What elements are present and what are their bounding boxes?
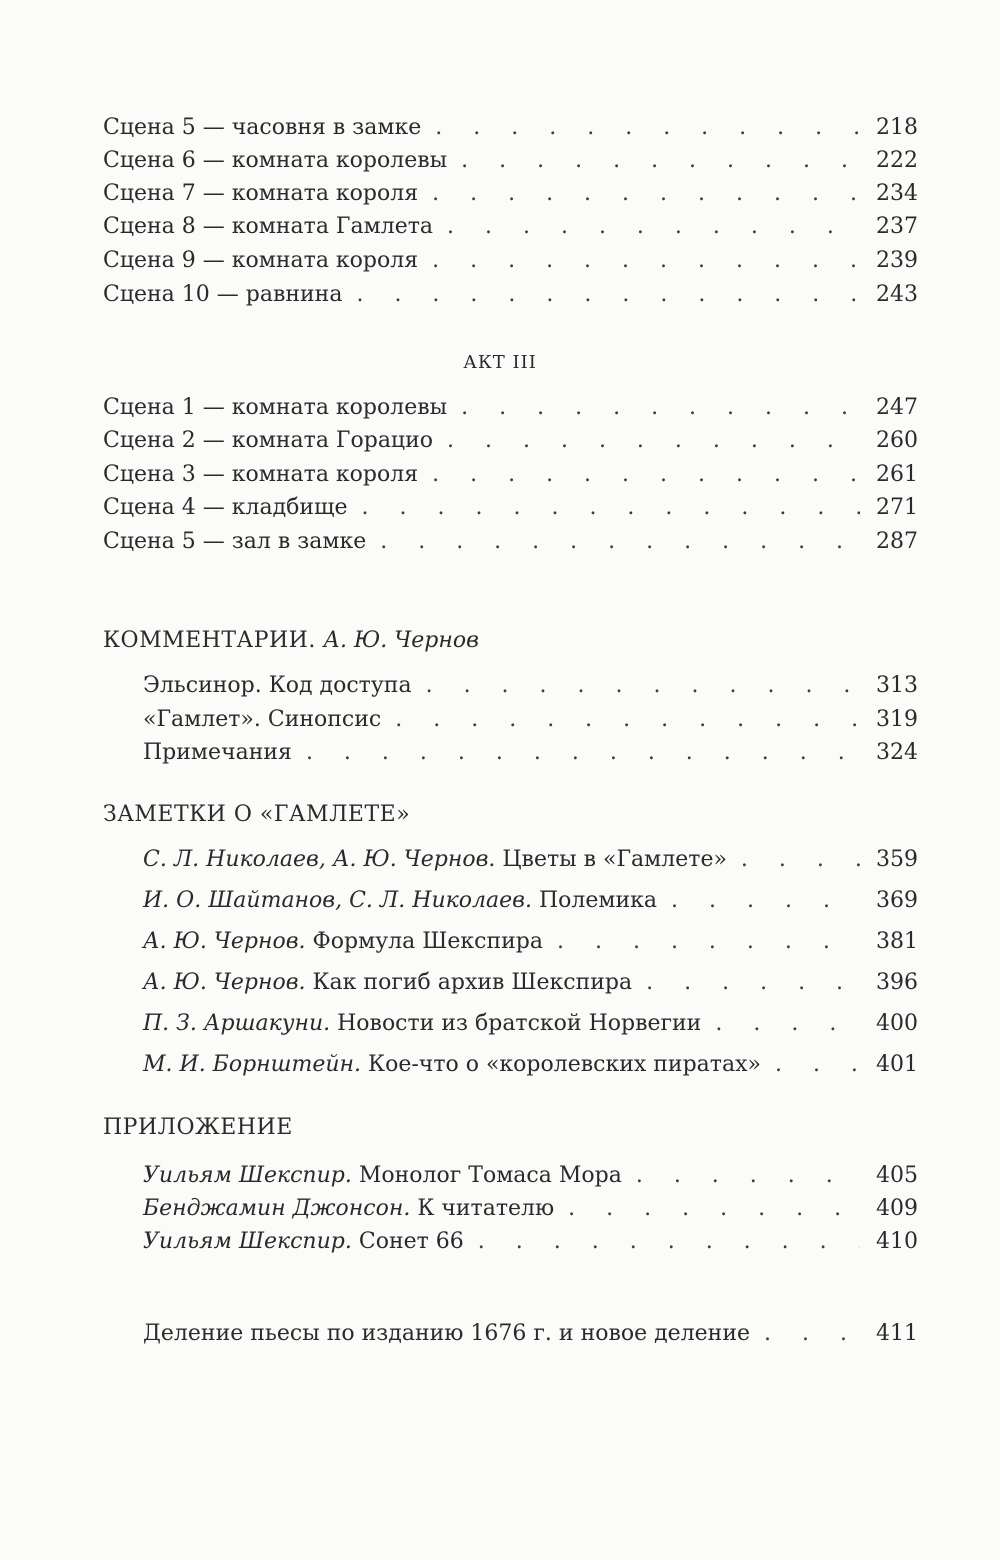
dot-leader bbox=[671, 884, 860, 918]
page-number: 381 bbox=[876, 929, 918, 954]
dot-leader bbox=[557, 925, 860, 959]
entry-name: Монолог Томаса Мора bbox=[358, 1163, 622, 1188]
page-number: 401 bbox=[876, 1052, 918, 1077]
section-heading-appendix: ПРИЛОЖЕНИЕ bbox=[103, 1115, 293, 1140]
toc-entry[interactable] bbox=[143, 1225, 918, 1259]
entry-title bbox=[143, 1159, 622, 1193]
page-number: 400 bbox=[876, 1011, 918, 1036]
toc-entry[interactable] bbox=[143, 1159, 918, 1193]
dot-leader bbox=[478, 1225, 860, 1259]
entry-title: Сцена 8 — комната Гамлета bbox=[103, 214, 433, 239]
toc-entry[interactable] bbox=[143, 1192, 918, 1226]
toc-entry[interactable] bbox=[103, 244, 918, 278]
page-number: 247 bbox=[876, 395, 918, 420]
entry-title bbox=[143, 884, 657, 918]
entry-title: Сцена 6 — комната королевы bbox=[103, 148, 448, 173]
dot-leader bbox=[741, 843, 860, 877]
page-number: 369 bbox=[876, 888, 918, 913]
entry-author: А. Ю. Чернов. bbox=[143, 929, 306, 954]
entry-title bbox=[143, 966, 632, 1000]
entry-name: Сонет 66 bbox=[358, 1229, 464, 1254]
entry-title bbox=[143, 1007, 701, 1041]
dot-leader bbox=[461, 144, 860, 178]
toc-entry[interactable] bbox=[103, 391, 918, 425]
entry-author: М. И. Борнштейн. bbox=[143, 1052, 362, 1077]
entry-title: Сцена 9 — комната короля bbox=[103, 248, 419, 273]
page-number: 319 bbox=[876, 707, 918, 732]
toc-entry[interactable] bbox=[143, 1048, 918, 1082]
toc-entry[interactable] bbox=[143, 884, 918, 918]
dot-leader bbox=[426, 669, 860, 703]
toc-entry[interactable] bbox=[143, 736, 918, 770]
page-number: 222 bbox=[876, 148, 918, 173]
page-number: 409 bbox=[876, 1196, 918, 1221]
dot-leader bbox=[636, 1159, 860, 1193]
dot-leader bbox=[568, 1192, 860, 1226]
dot-leader bbox=[432, 458, 860, 492]
page-number: 260 bbox=[876, 428, 918, 453]
page-number: 411 bbox=[876, 1321, 918, 1346]
entry-name: Кое-что о «королевских пиратах» bbox=[368, 1052, 761, 1077]
entry-title: Деление пьесы по изданию 1676 г. и новое деление bbox=[143, 1321, 751, 1346]
toc-entry[interactable] bbox=[103, 278, 918, 312]
toc-entry[interactable] bbox=[143, 703, 918, 737]
page-number: 405 bbox=[876, 1163, 918, 1188]
dot-leader bbox=[306, 736, 860, 770]
page-number: 396 bbox=[876, 970, 918, 995]
dot-leader bbox=[775, 1048, 860, 1082]
dot-leader bbox=[764, 1317, 860, 1351]
dot-leader bbox=[362, 491, 860, 525]
entry-author: П. З. Аршакуни. bbox=[143, 1011, 331, 1036]
act-heading: АКТ III bbox=[463, 352, 537, 373]
page-number: 234 bbox=[876, 181, 918, 206]
page-number: 243 bbox=[876, 282, 918, 307]
entry-author: Бенджамин Джонсон. bbox=[143, 1196, 411, 1221]
toc-entry[interactable] bbox=[103, 177, 918, 211]
entry-title: Сцена 2 — комната Горацио bbox=[103, 428, 433, 453]
dot-leader bbox=[447, 210, 860, 244]
entry-author: А. Ю. Чернов. bbox=[143, 970, 306, 995]
page-number: 239 bbox=[876, 248, 918, 273]
toc-entry[interactable] bbox=[103, 525, 918, 559]
dot-leader bbox=[435, 111, 860, 145]
page-number: 237 bbox=[876, 214, 918, 239]
entry-author: И. О. Шайтанов, С. Л. Николаев. bbox=[143, 888, 532, 913]
page-number: 324 bbox=[876, 740, 918, 765]
toc-entry[interactable] bbox=[143, 1317, 918, 1351]
dot-leader bbox=[380, 525, 860, 559]
dot-leader bbox=[715, 1007, 860, 1041]
entry-name: Полемика bbox=[538, 888, 658, 913]
page-number: 410 bbox=[876, 1229, 918, 1254]
toc-entry[interactable] bbox=[103, 144, 918, 178]
dot-leader bbox=[395, 703, 860, 737]
dot-leader bbox=[356, 278, 860, 312]
page-number: 359 bbox=[876, 847, 918, 872]
toc-entry[interactable] bbox=[143, 966, 918, 1000]
section-heading-comments bbox=[103, 628, 479, 653]
section-author: А. Ю. Чернов bbox=[323, 628, 479, 653]
entry-title: Эльсинор. Код доступа bbox=[143, 673, 412, 698]
entry-title: Сцена 5 — зал в замке bbox=[103, 529, 367, 554]
toc-entry[interactable] bbox=[103, 491, 918, 525]
entry-name: Как погиб архив Шекспира bbox=[312, 970, 633, 995]
entry-title bbox=[143, 843, 727, 877]
entry-title: Сцена 7 — комната короля bbox=[103, 181, 419, 206]
entry-title: Сцена 5 — часовня в замке bbox=[103, 115, 422, 140]
page-number: 287 bbox=[876, 529, 918, 554]
page-number: 313 bbox=[876, 673, 918, 698]
page-number: 218 bbox=[876, 115, 918, 140]
section-title: КОММЕНТАРИИ. bbox=[103, 628, 316, 653]
toc-entry[interactable] bbox=[143, 669, 918, 703]
toc-entry[interactable] bbox=[143, 843, 918, 877]
entry-title: Сцена 4 — кладбище bbox=[103, 495, 348, 520]
toc-entry[interactable] bbox=[103, 458, 918, 492]
entry-name: Новости из братской Норвегии bbox=[337, 1011, 702, 1036]
entry-author: Уильям Шекспир. bbox=[143, 1229, 352, 1254]
dot-leader bbox=[447, 424, 860, 458]
entry-title: Сцена 10 — равнина bbox=[103, 282, 343, 307]
toc-entry[interactable] bbox=[143, 925, 918, 959]
page-number: 261 bbox=[876, 462, 918, 487]
entry-name: Формула Шекспира bbox=[312, 929, 543, 954]
dot-leader bbox=[461, 391, 860, 425]
dot-leader bbox=[646, 966, 860, 1000]
entry-name: К читателю bbox=[417, 1196, 555, 1221]
entry-title bbox=[143, 1048, 761, 1082]
toc-entry[interactable] bbox=[103, 210, 918, 244]
entry-author: Уильям Шекспир. bbox=[143, 1163, 352, 1188]
section-heading-notes: ЗАМЕТКИ О «ГАМЛЕТЕ» bbox=[103, 802, 411, 827]
entry-title bbox=[143, 1225, 464, 1259]
entry-title: «Гамлет». Синопсис bbox=[143, 707, 382, 732]
entry-title bbox=[143, 1192, 554, 1226]
entry-author: С. Л. Николаев, А. Ю. Чернов. bbox=[143, 847, 496, 872]
entry-title: Сцена 3 — комната короля bbox=[103, 462, 419, 487]
toc-entry[interactable] bbox=[103, 111, 918, 145]
page-number: 271 bbox=[876, 495, 918, 520]
entry-title: Примечания bbox=[143, 740, 292, 765]
toc-entry[interactable] bbox=[143, 1007, 918, 1041]
entry-name: Цветы в «Гамлете» bbox=[502, 847, 727, 872]
dot-leader bbox=[432, 177, 860, 211]
entry-title: Сцена 1 — комната королевы bbox=[103, 395, 448, 420]
entry-title bbox=[143, 925, 543, 959]
dot-leader bbox=[432, 244, 860, 278]
toc-entry[interactable] bbox=[103, 424, 918, 458]
